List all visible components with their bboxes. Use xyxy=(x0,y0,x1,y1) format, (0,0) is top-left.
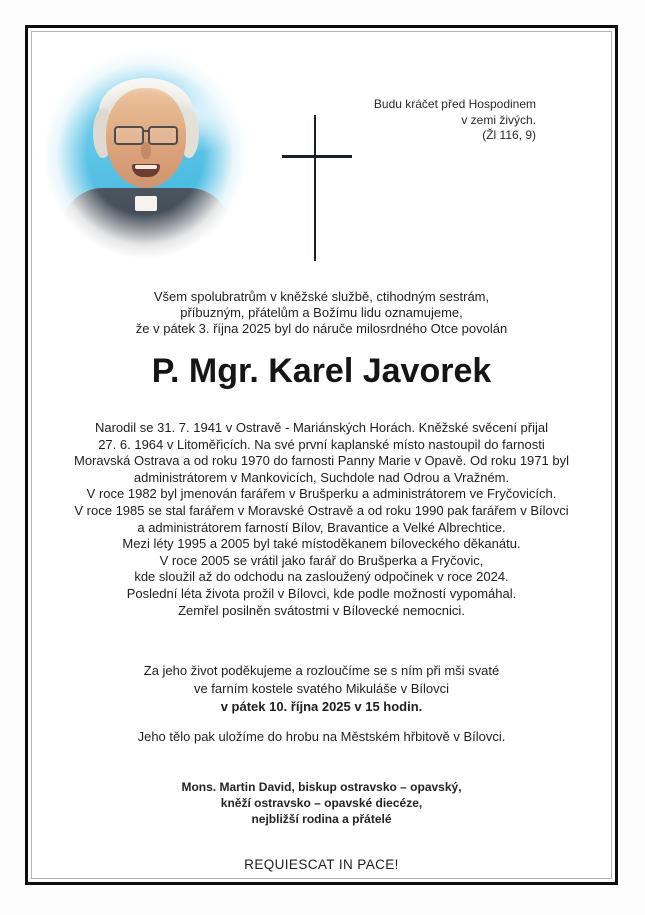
photo-vignette xyxy=(33,34,257,284)
deceased-name: P. Mgr. Karel Javorek xyxy=(151,352,492,390)
cross-horizontal-bar xyxy=(282,155,352,158)
biography-line: 27. 6. 1964 v Litoměřicích. Na své první kaplanské místo nastoupil do farnosti xyxy=(98,436,545,452)
biography-line: Mezi léty 1995 a 2005 byl také místoděkanem bíloveckého děkanátu. xyxy=(122,536,521,552)
requiescat-footer: REQUIESCAT IN PACE! xyxy=(244,857,399,872)
quote-citation: (Žl 116, 9) xyxy=(482,128,536,142)
biography-line: V roce 2005 se vrátil jako farář do Brušperka a Fryčovic, xyxy=(159,552,484,568)
funeral-line: Za jeho život poděkujeme a rozloučíme se s ním při mši svaté xyxy=(143,663,500,678)
biography-line: kde sloužil až do odchodu na zasloužený odpočinek v roce 2024. xyxy=(134,569,509,585)
memorial-card xyxy=(25,25,618,885)
biography-text xyxy=(28,420,615,619)
signatory-line: kněží ostravsko – opavské diecéze, xyxy=(220,796,423,810)
biography-line: V roce 1982 byl jmenován farářem v Brušperku a administrátorem ve Fryčovicích. xyxy=(86,486,557,502)
scripture-quote xyxy=(374,97,536,144)
biography-line: Zemřel posilněn svátostmi v Bílovecké nemocnici. xyxy=(178,602,465,618)
funeral-details xyxy=(28,662,615,716)
biography-line: Moravská Ostrava a od roku 1970 do farnosti Panny Marie v Opavě. Od roku 1971 byl xyxy=(74,453,569,469)
burial-note: Jeho tělo pak uložíme do hrobu na Městském hřbitově v Bílovci. xyxy=(137,729,506,744)
priest-portrait-photo xyxy=(33,34,257,284)
funeral-line: ve farním kostele svatého Mikuláše v Bílovci xyxy=(193,681,450,696)
biography-line: Poslední léta života prožil v Bílovci, kde podle možností vypomáhal. xyxy=(126,585,517,601)
signatory-line: Mons. Martin David, biskup ostravsko – opavský, xyxy=(181,780,462,794)
cross-icon xyxy=(278,111,358,263)
announcement-line: příbuzným, přátelům a Božímu lidu oznamujeme, xyxy=(180,305,463,320)
quote-line: Budu kráčet před Hospodinem xyxy=(373,97,536,111)
biography-line: V roce 1985 se stal farářem v Moravské Ostravě a od roku 1990 pak farářem v Bílovci xyxy=(74,502,569,518)
quote-line: v zemi živých. xyxy=(461,112,536,127)
signatories xyxy=(28,779,615,827)
cross-vertical-bar xyxy=(314,115,316,261)
biography-line: administrátorem v Mankovicích, Suchdole nad Odrou a Vražném. xyxy=(133,469,510,485)
signatory-line: nejbližší rodina a přátelé xyxy=(251,812,392,826)
biography-line: a administrátorem farností Bílov, Bravantice a Velké Albrechtice. xyxy=(137,519,506,535)
announcement-line: že v pátek 3. října 2025 byl do náruče milosrdného Otce povolán xyxy=(135,321,508,336)
biography-line: Narodil se 31. 7. 1941 v Ostravě - Mariánských Horách. Kněžské svěcení přijal xyxy=(94,420,549,435)
announcement-line: Všem spolubratrům v kněžské službě, ctihodným sestrám, xyxy=(153,289,490,304)
death-announcement xyxy=(28,289,615,337)
funeral-datetime: v pátek 10. října 2025 v 15 hodin. xyxy=(220,699,423,714)
